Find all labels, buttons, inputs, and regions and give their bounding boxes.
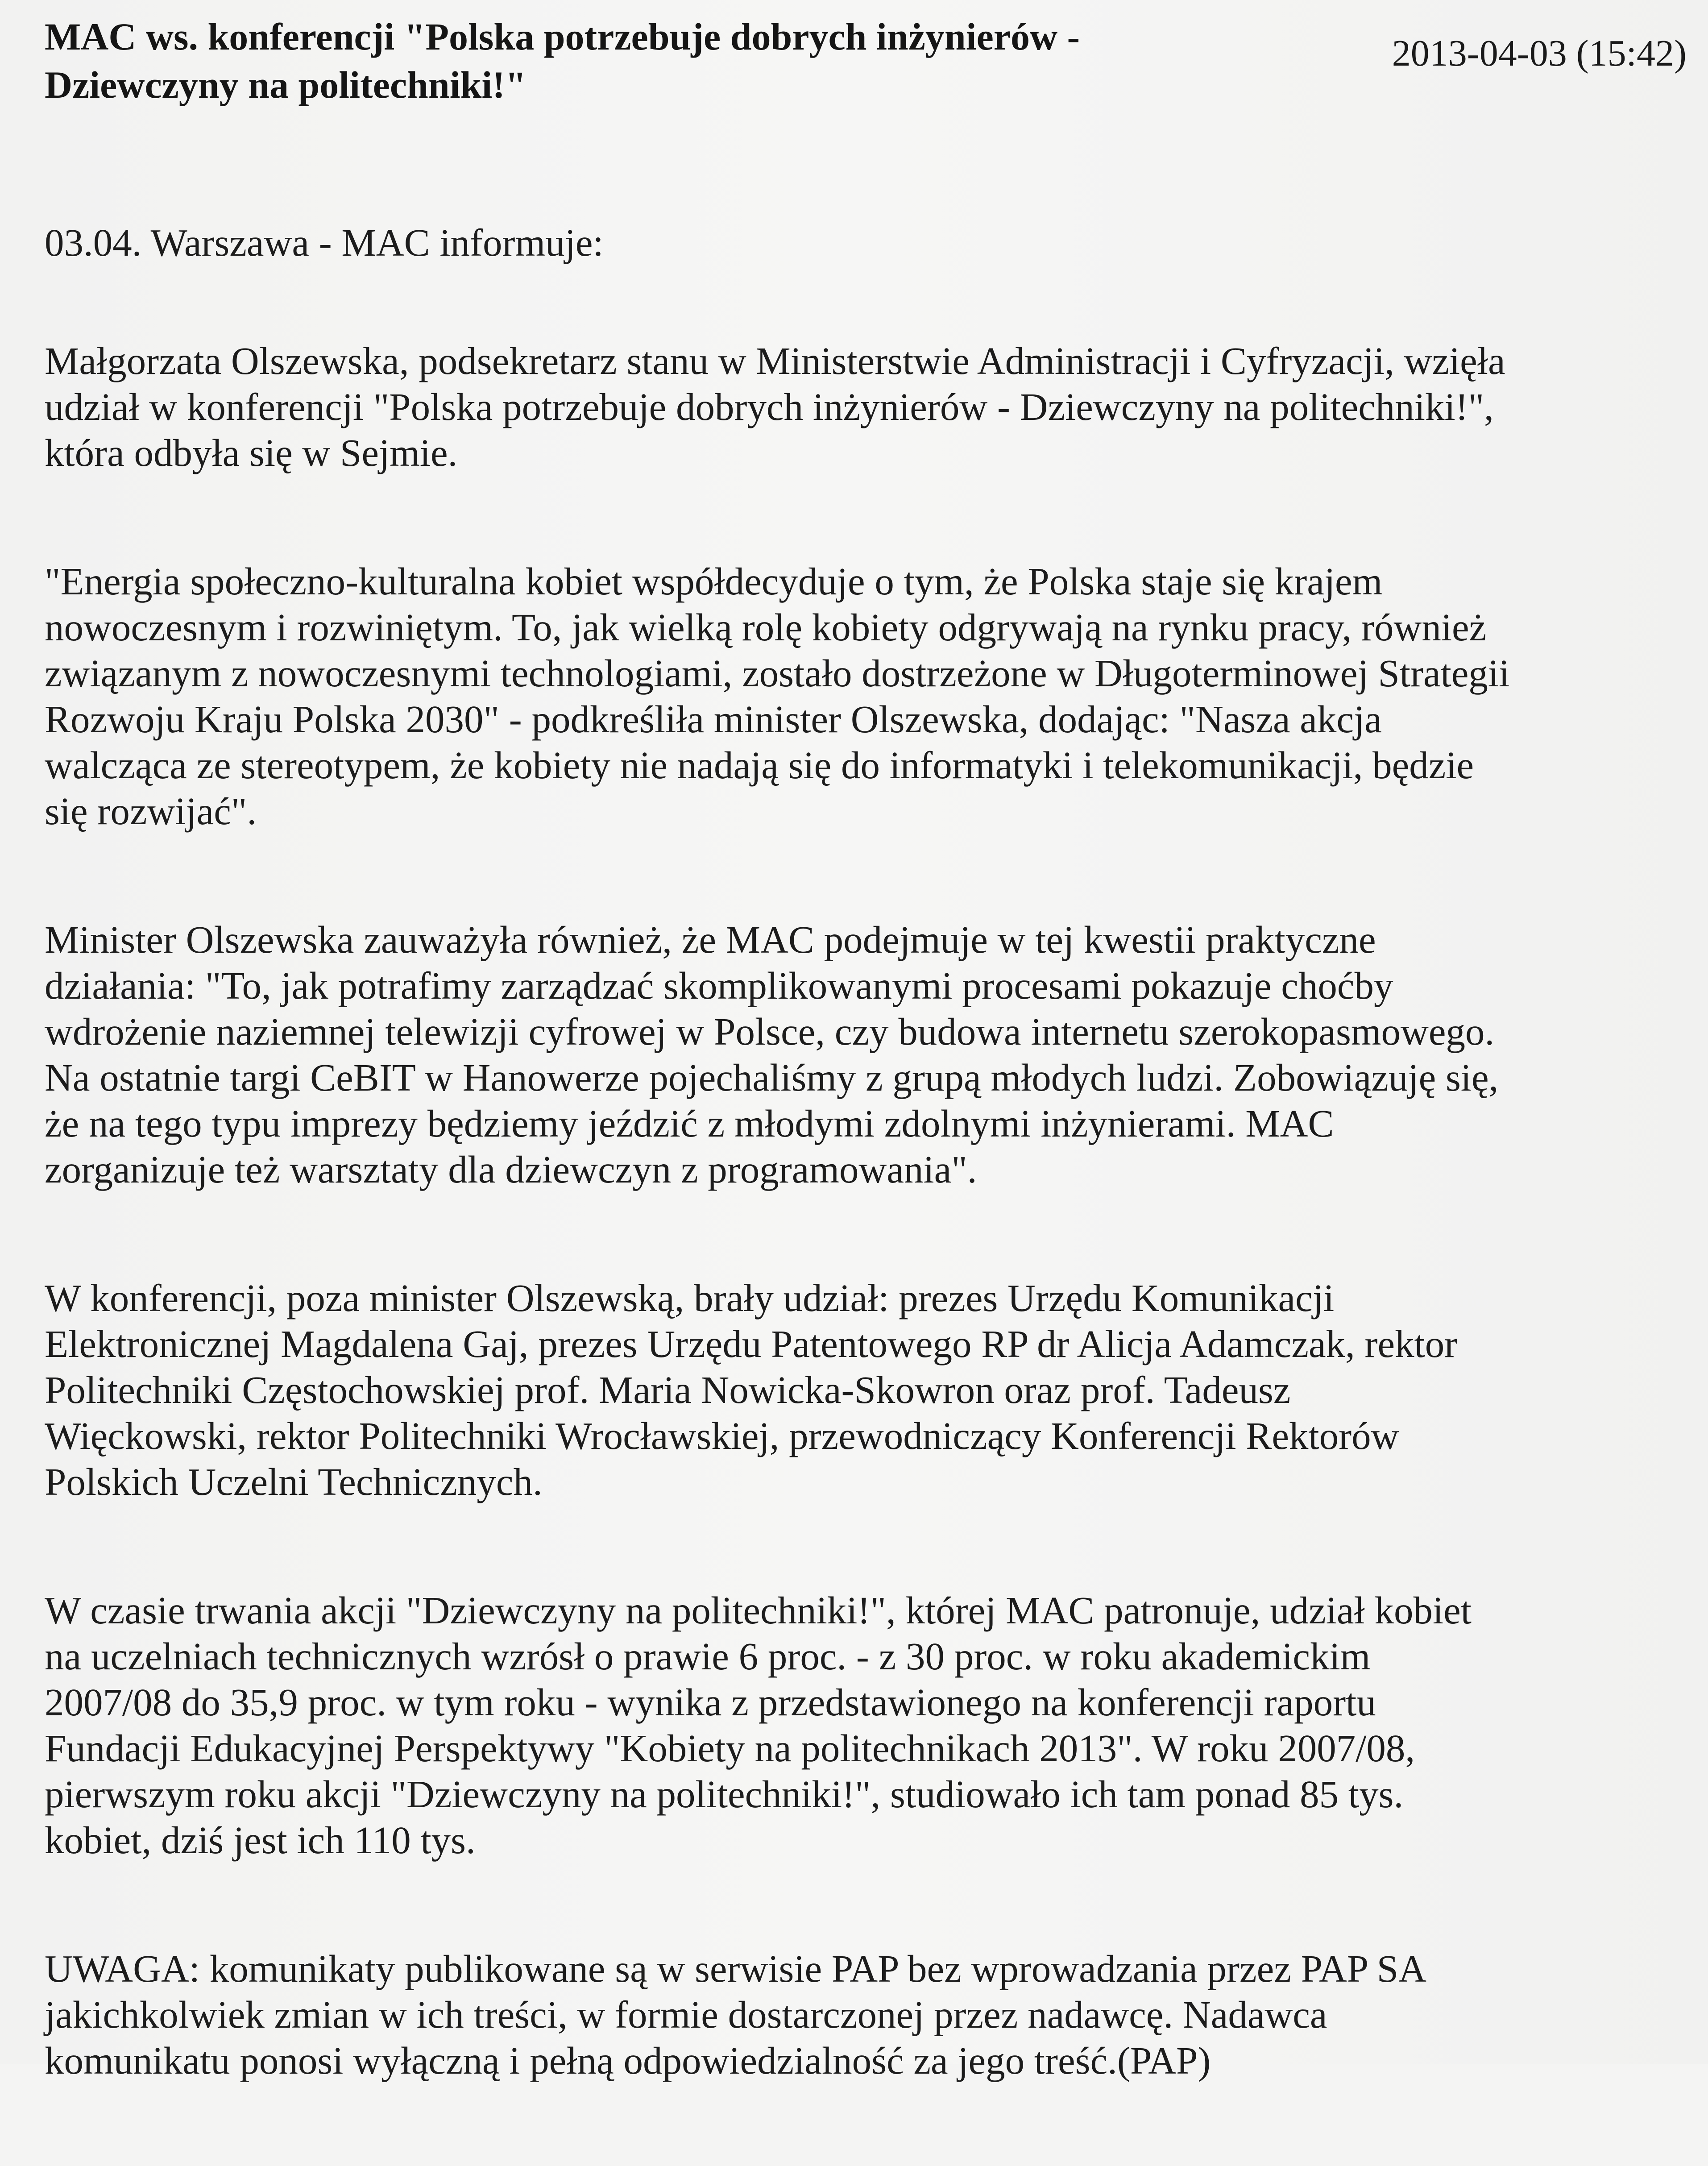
text-line: która odbyła się w Sejmie. [45,431,458,474]
text-line: Małgorzata Olszewska, podsekretarz stanu w Ministerstwie Administracji i Cyfryzacji, wzięła [45,339,1505,382]
text-line: komunikatu ponosi wyłączną i pełną odpowiedzialność za jego treść.(PAP) [45,2039,1211,2082]
text-line: Polskich Uczelni Technicznych. [45,1460,543,1503]
text-line: Politechniki Częstochowskiej prof. Maria Nowicka-Skowron oraz prof. Tadeusz [45,1368,1291,1411]
text-line: W czasie trwania akcji "Dziewczyny na politechniki!", której MAC patronuje, udział kobiet [45,1589,1472,1632]
text-line: wdrożenie naziemnej telewizji cyfrowej w Polsce, czy budowa internetu szerokopasmowego. [45,1010,1495,1053]
paragraph-intro [45,338,1696,476]
text-line: związanym z nowoczesnymi technologiami, zostało dostrzeżone w Długoterminowej Strategii [45,651,1510,695]
text-line: Minister Olszewska zauważyła również, że MAC podejmuje w tej kwestii praktyczne [45,918,1376,961]
title-line: Dziewczyny na politechniki!" [45,63,526,106]
title-line: MAC ws. konferencji "Polska potrzebuje dobrych inżynierów - [45,15,1080,58]
text-line: Elektronicznej Magdalena Gaj, prezes Urzędu Patentowego RP dr Alicja Adamczak, rektor [45,1322,1458,1365]
text-line: "Energia społeczno-kulturalna kobiet współdecyduje o tym, że Polska staje się krajem [45,560,1383,603]
text-line: walcząca ze stereotypem, że kobiety nie nadają się do informatyki i telekomunikacji, będzie [45,743,1474,787]
paragraph-actions [45,917,1696,1192]
page-title [45,12,1312,109]
paragraph-participants [45,1275,1696,1505]
text-line: kobiet, dziś jest ich 110 tys. [45,1818,476,1862]
text-line: się rozwijać". [45,789,257,833]
article-body [45,220,1696,2166]
text-line: zorganizuje też warsztaty dla dziewczyn z programowania". [45,1148,977,1191]
text-line: działania: "To, jak potrafimy zarządzać skomplikowanymi procesami pokazuje choćby [45,964,1393,1007]
text-line: Fundacji Edukacyjnej Perspektywy "Kobiety na politechnikach 2013". W roku 2007/08, [45,1726,1415,1770]
text-line: że na tego typu imprezy będziemy jeździć z młodymi zdolnymi inżynierami. MAC [45,1102,1334,1145]
text-line: 2007/08 do 35,9 proc. w tym roku - wynika z przedstawionego na konferencji raportu [45,1681,1376,1724]
text-line: Rozwoju Kraju Polska 2030" - podkreśliła minister Olszewska, dodając: "Nasza akcja [45,697,1382,741]
dateline-text: 03.04. Warszawa - MAC informuje: [45,221,604,264]
text-line: udział w konferencji "Polska potrzebuje dobrych inżynierów - Dziewczyny na politechniki!", [45,385,1494,428]
document-header [45,12,1687,124]
text-line: pierwszym roku akcji "Dziewczyny na politechniki!", studiowało ich tam ponad 85 tys. [45,1772,1404,1816]
text-line: Więckowski, rektor Politechniki Wrocławskiej, przewodniczący Konferencji Rektorów [45,1414,1399,1457]
publication-date: 2013-04-03 (15:42) [1392,33,1687,74]
text-line: na uczelniach technicznych wzrósł o prawie 6 proc. - z 30 proc. w roku akademickim [45,1635,1371,1678]
text-line: UWAGA: komunikaty publikowane są w serwisie PAP bez wprowadzania przez PAP SA [45,1947,1426,1990]
text-line: nowoczesnym i rozwiniętym. To, jak wielką rolę kobiety odgrywają na rynku pracy, również [45,606,1487,649]
dateline [45,220,1696,266]
paragraph-disclaimer [45,1946,1696,2083]
paragraph-quote [45,558,1696,834]
text-line: jakichkolwiek zmian w ich treści, w formie dostarczonej przez nadawcę. Nadawca [45,1993,1327,2036]
text-line: W konferencji, poza minister Olszewską, brały udział: prezes Urzędu Komunikacji [45,1276,1335,1320]
text-line: Na ostatnie targi CeBIT w Hanowerze pojechaliśmy z grupą młodych ludzi. Zobowiązuję się, [45,1056,1499,1099]
paragraph-statistics [45,1587,1696,1863]
